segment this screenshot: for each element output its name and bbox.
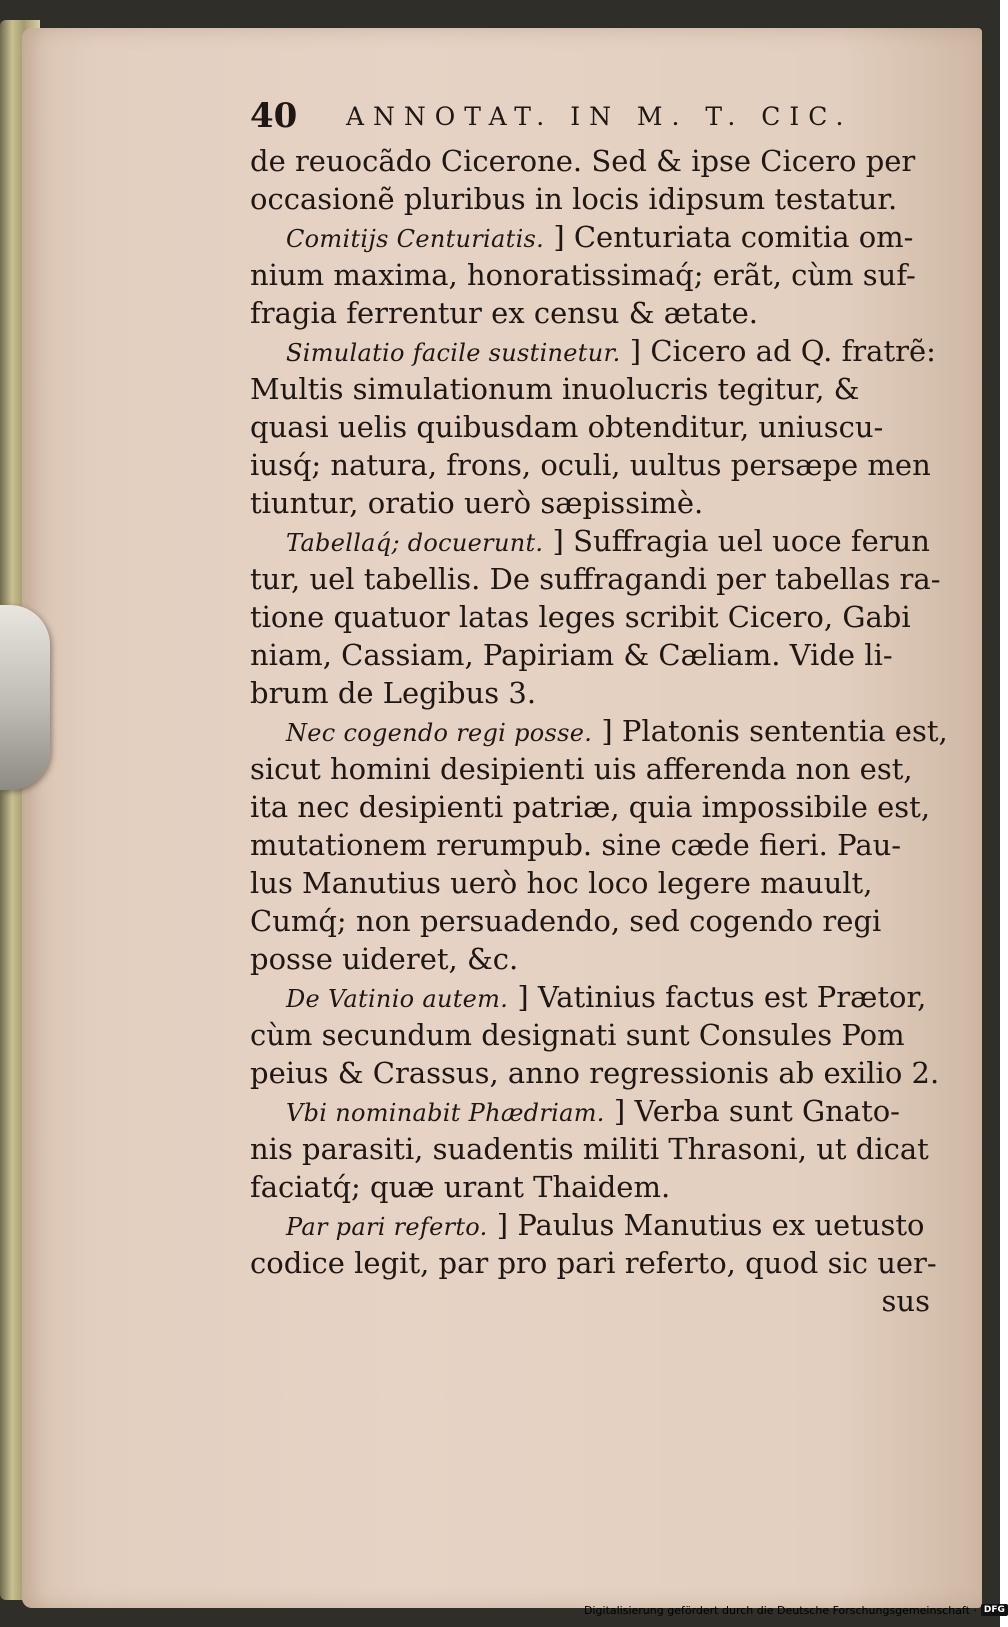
text-line xyxy=(250,1016,960,1054)
lemma: Vbi nominabit Phædriam. xyxy=(286,1099,605,1127)
line-text: ] Centuriata comitia om- xyxy=(544,220,914,254)
text-line xyxy=(250,370,960,408)
text-line xyxy=(250,1054,960,1092)
catchword: sus xyxy=(881,1284,930,1318)
line-text: peius & Crassus, anno regressionis ab exilio 2. xyxy=(250,1056,940,1090)
line-text: codice legit, par pro pari referto, quod sic uer- xyxy=(250,1246,937,1280)
line-text: occasionẽ pluribus in locis idipsum testatur. xyxy=(250,182,898,216)
text-line xyxy=(250,788,960,826)
text-line xyxy=(250,864,960,902)
digitization-footer xyxy=(584,1601,1008,1619)
page-number: 40 xyxy=(250,96,298,136)
line-text: ] Platonis sententia est, xyxy=(592,714,948,748)
text-lines xyxy=(250,142,960,1282)
lemma: Nec cogendo regi posse. xyxy=(286,719,593,747)
line-text: nium maxima, honoratissimaq́; erãt, cùm suf- xyxy=(250,258,916,292)
page-text xyxy=(250,96,960,1320)
line-text: quasi uelis quibusdam obtenditur, uniuscu- xyxy=(250,410,884,444)
lemma: Simulatio facile sustinetur. xyxy=(286,339,621,367)
text-line xyxy=(250,826,960,864)
text-line xyxy=(250,1168,960,1206)
text-line xyxy=(250,750,960,788)
lemma: De Vatinio autem. xyxy=(286,985,509,1013)
line-text: ] Suffragia uel uoce ferun xyxy=(543,524,930,558)
text-line xyxy=(250,902,960,940)
line-text: tur, uel tabellis. De suffragandi per tabellas ra- xyxy=(250,562,941,596)
line-text: ] Paulus Manutius ex uetusto xyxy=(487,1208,925,1242)
text-line xyxy=(250,1130,960,1168)
text-line xyxy=(250,484,960,522)
line-text: tiuntur, oratio uerò sæpissimè. xyxy=(250,486,704,520)
line-text: iusq́; natura, frons, oculi, uultus persæpe men xyxy=(250,448,931,482)
text-line xyxy=(250,674,960,712)
text-line xyxy=(250,294,960,332)
text-line xyxy=(250,256,960,294)
line-text: sicut homini desipienti uis afferenda non est, xyxy=(250,752,913,786)
line-text: brum de Legibus 3. xyxy=(250,676,537,710)
lemma: Tabellaq́; docuerunt. xyxy=(286,529,544,557)
lemma: Par pari referto. xyxy=(286,1213,488,1241)
line-text: Cumq́; non persuadendo, sed cogendo regi xyxy=(250,904,882,938)
dfg-logo: DFG xyxy=(981,1604,1008,1616)
line-text: posse uideret, &c. xyxy=(250,942,519,976)
line-text: cùm secundum designati sunt Consules Pom xyxy=(250,1018,905,1052)
line-text: ] Vatinius factus est Prætor, xyxy=(508,980,927,1014)
line-text: niam, Cassiam, Papiriam & Cæliam. Vide li- xyxy=(250,638,893,672)
text-line xyxy=(250,940,960,978)
line-text: Multis simulationum inuolucris tegitur, & xyxy=(250,372,860,406)
page-clip xyxy=(0,605,50,790)
text-line xyxy=(250,218,960,256)
text-line xyxy=(250,332,960,370)
line-text: faciatq́; quæ urant Thaidem. xyxy=(250,1170,671,1204)
lemma: Comitijs Centuriatis. xyxy=(286,225,545,253)
page-header xyxy=(250,96,960,138)
running-head: ANNOTAT. IN M. T. CIC. xyxy=(346,102,853,131)
line-text: lus Manutius uerò hoc loco legere mauult, xyxy=(250,866,873,900)
text-line xyxy=(250,1244,960,1282)
text-line xyxy=(250,408,960,446)
line-text: fragia ferrentur ex censu & ætate. xyxy=(250,296,758,330)
text-line xyxy=(250,1092,960,1130)
text-line xyxy=(250,636,960,674)
footer-text: Digitalisierung gefördert durch die Deutsche Forschungsgemeinschaft · xyxy=(584,1603,977,1617)
text-line xyxy=(250,978,960,1016)
line-text: nis parasiti, suadentis militi Thrasoni, ut dicat xyxy=(250,1132,929,1166)
text-line xyxy=(250,1206,960,1244)
text-line xyxy=(250,180,960,218)
line-text: ] Verba sunt Gnato- xyxy=(604,1094,900,1128)
text-line xyxy=(250,560,960,598)
line-text: tione quatuor latas leges scribit Cicero, Gabi xyxy=(250,600,911,634)
text-line xyxy=(250,522,960,560)
line-text: ita nec desipienti patriæ, quia impossibile est, xyxy=(250,790,931,824)
line-text: de reuocãdo Cicerone. Sed & ipse Cicero per xyxy=(250,144,916,178)
line-text: mutationem rerumpub. sine cæde fieri. Pau- xyxy=(250,828,902,862)
text-line xyxy=(250,446,960,484)
line-text: ] Cicero ad Q. fratrẽ: xyxy=(620,334,936,368)
text-line xyxy=(250,142,960,180)
text-line xyxy=(250,712,960,750)
text-line xyxy=(250,598,960,636)
